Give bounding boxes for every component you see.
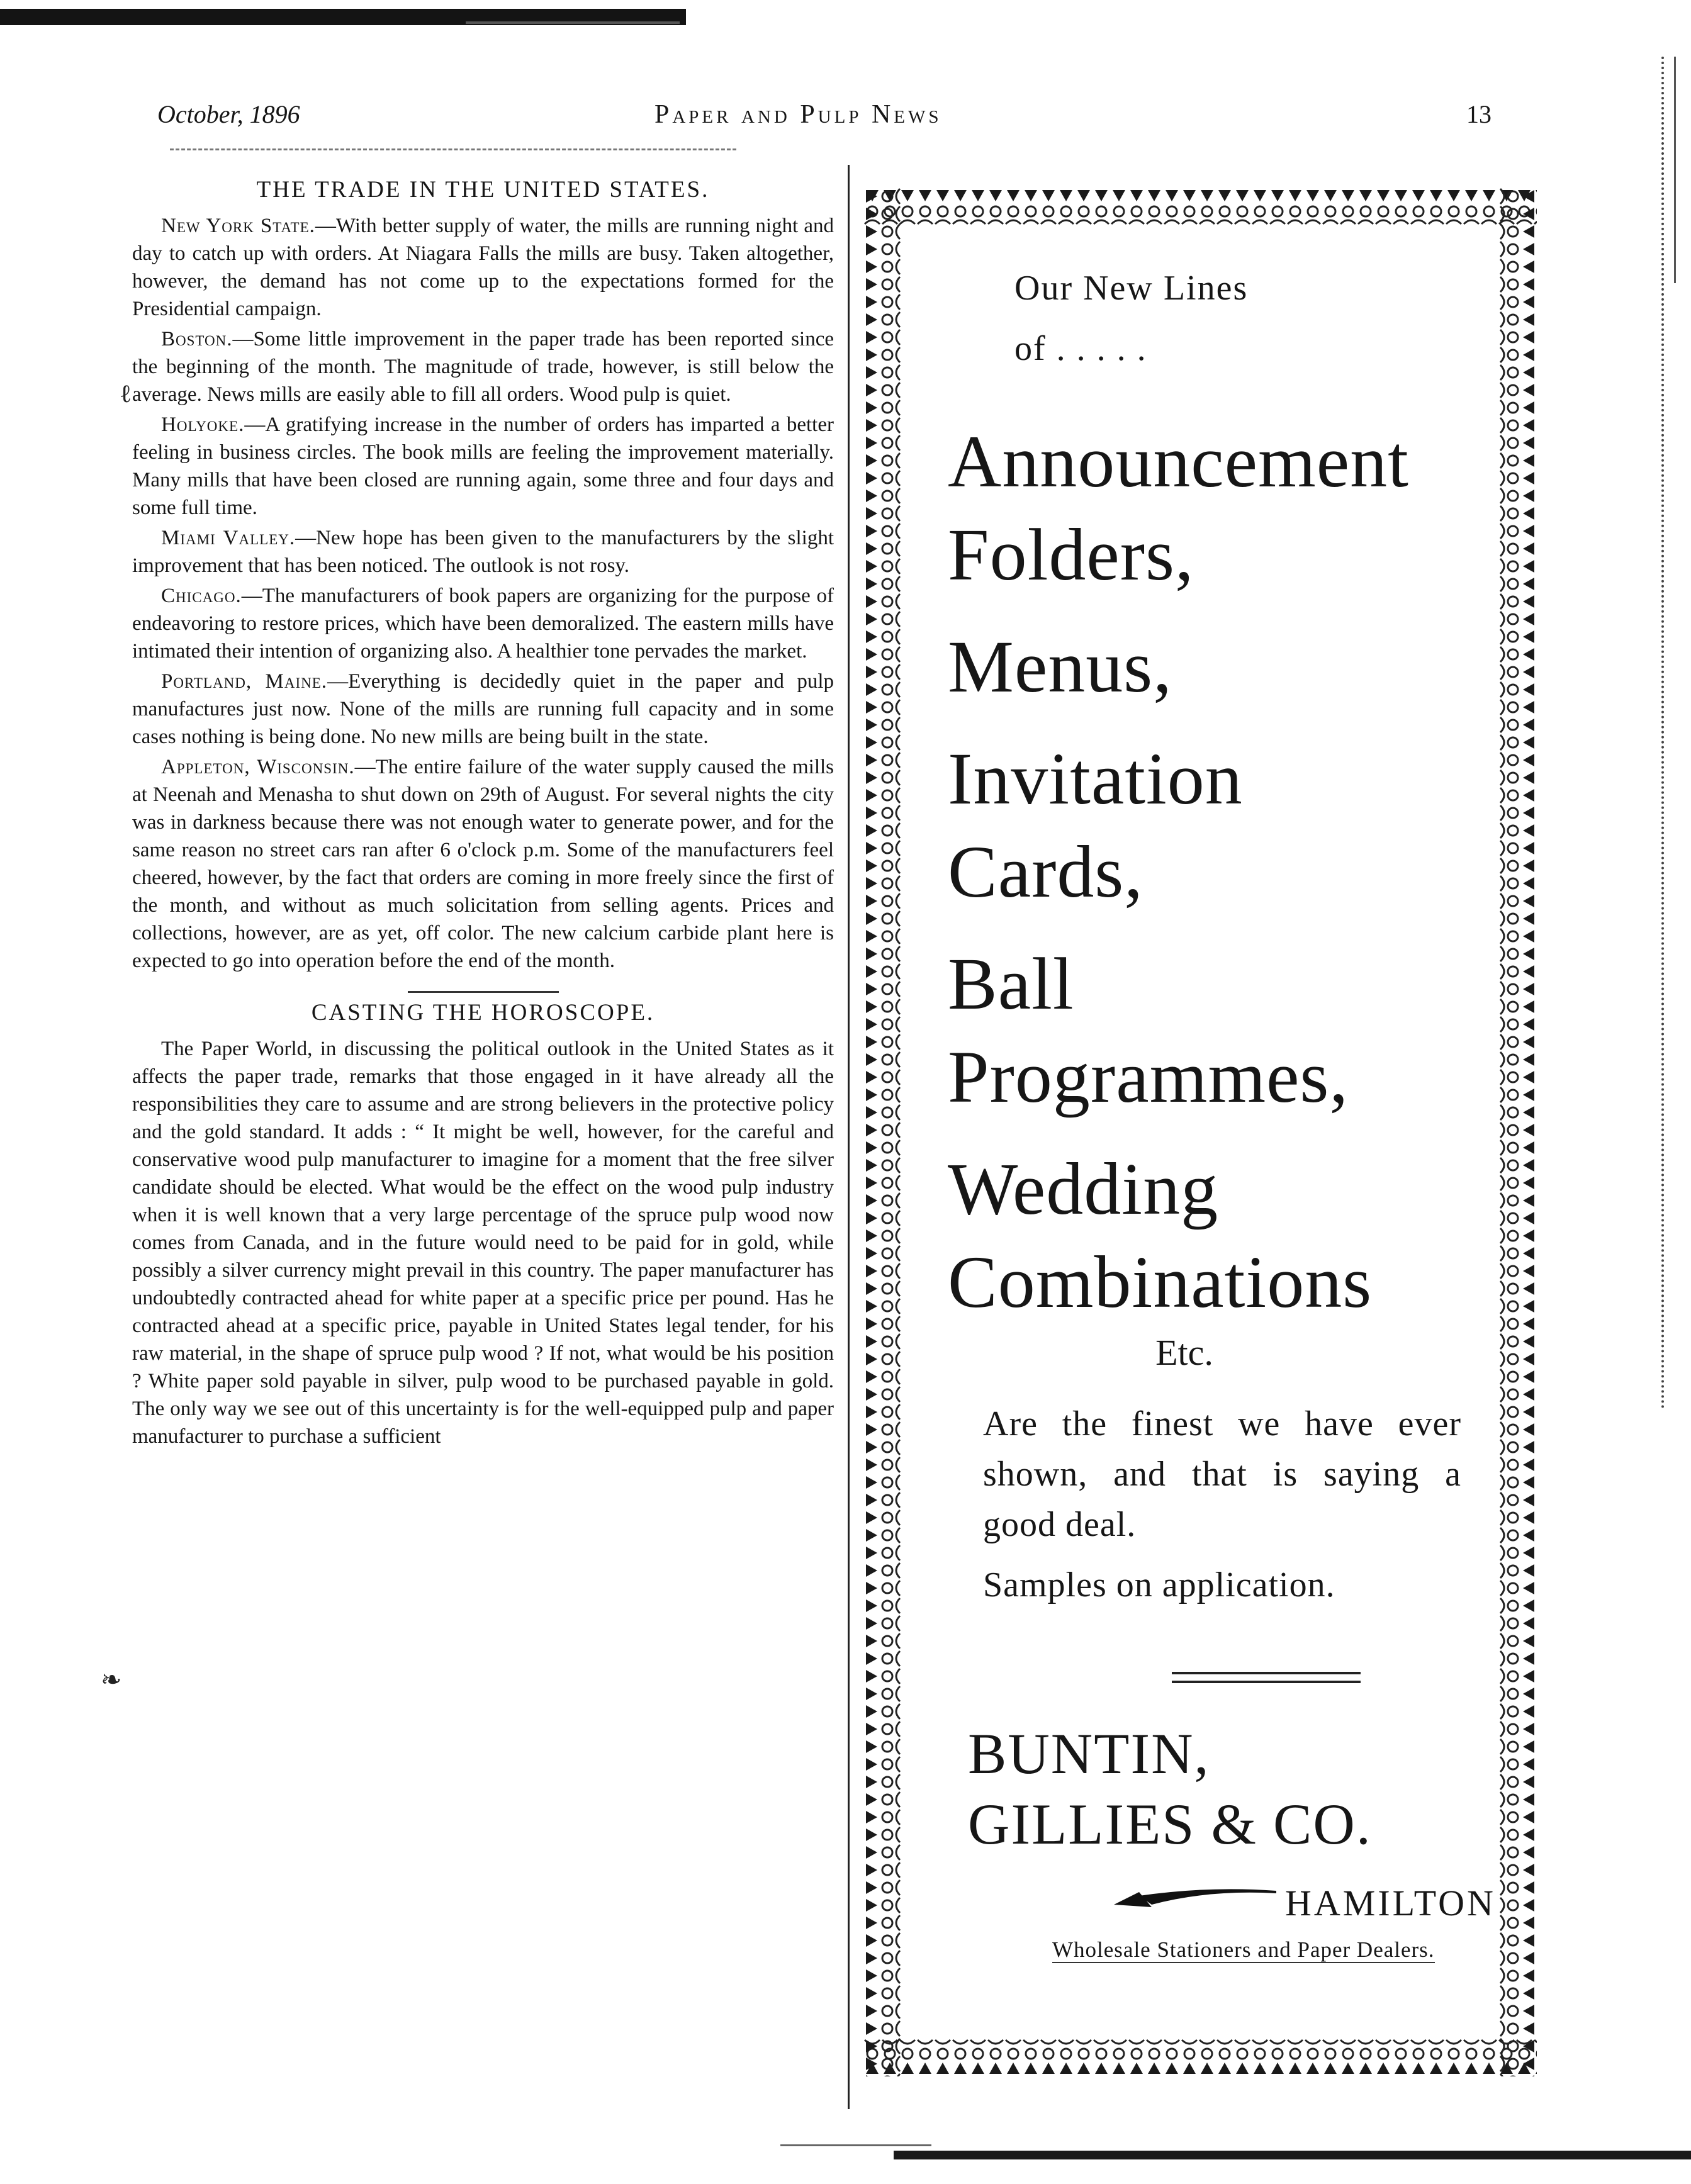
paragraph-text: —New hope has been given to the manufacturers by the slight improvement that has been noticed. The outlook is not rosy.: [132, 527, 834, 577]
city-row: [926, 1877, 1496, 1934]
margin-mark: ❧: [101, 1666, 122, 1694]
ad-etc: Etc.: [1155, 1332, 1213, 1373]
ornament-border-bottom: [863, 2031, 1537, 2076]
ad-product-line: Wedding: [948, 1148, 1219, 1230]
article-paragraph: [132, 582, 834, 665]
issue-date: October, 1896: [157, 100, 300, 128]
ad-intro-line: of . . . . .: [1014, 329, 1147, 368]
paragraph-text: —The manufacturers of book papers are organizing for the purpose of endeavoring to restore prices, which have been demoralized. The eastern mills have intimated their intention of organizing also. A healthier tone pervades the market.: [132, 585, 834, 663]
paragraph-lead: Miami Valley.: [161, 527, 296, 549]
margin-mark: ℓ: [120, 379, 132, 408]
paragraph-lead: Portland, Maine.: [161, 670, 328, 693]
paragraph-text: —Some little improvement in the paper trade has been reported since the beginning of the month. The magnitude of trade, however, is still below the average. News mills are easily able to fill all orders. Wood pulp is quiet.: [132, 328, 834, 406]
paragraph-lead: Chicago.: [161, 585, 242, 607]
firm-name-line: GILLIES & CO.: [968, 1792, 1372, 1856]
paragraph-text: —The entire failure of the water supply caused the mills at Neenah and Menasha to shut down on 29th of August. For several nights the city was in darkness because there was not enough water to generate power, and for the same reason no street cars ran after 6 o'clock p.m. Some of the manufacturers feel cheered, however, by the fact that orders are coming in more freely since the first of the month, and without as much solicitation from selling agents. Prices and collections, however, are as yet, off color. The new calcium carbide plant here is expected to go into operation before the end of the month.: [132, 756, 834, 972]
paragraph-text: —With better supply of water, the mills are running night and day to catch up with orders. At Niagara Falls the mills are busy. Taken altogether, however, the demand has not come up to the expectations formed for the Presidential campaign.: [132, 215, 834, 320]
ad-intro-line: Our New Lines: [1014, 269, 1249, 308]
paragraph-lead: Holyoke.: [161, 413, 245, 436]
article-paragraph: [132, 411, 834, 522]
scan-artifact-edge-solid: [1674, 57, 1676, 283]
scan-artifact-bottom: [894, 2151, 1691, 2159]
left-column: [132, 170, 834, 1453]
paragraph-lead: Appleton, Wisconsin.: [161, 756, 355, 778]
ad-product-line: Ball: [948, 943, 1074, 1025]
pointing-hand-icon: [1114, 1886, 1278, 1924]
paragraph-lead: New York State.: [161, 215, 315, 237]
ad-product-line: Menus,: [948, 625, 1172, 708]
publication-title: Paper and Pulp News: [654, 100, 942, 129]
scan-artifact-top-thin: [466, 21, 680, 24]
paragraph-text: —Everything is decidedly quiet in the paper and pulp manufactures just now. None of the mills are running full capacity and in some cases nothing is being done. No new mills are being built in the state.: [132, 670, 834, 748]
ad-product-line: Cards,: [948, 831, 1143, 913]
ornament-border-top: [863, 188, 1537, 233]
firm-name-line: BUNTIN,: [968, 1722, 1210, 1786]
scan-artifact-bottom-thin: [780, 2144, 931, 2146]
article-paragraph: [132, 212, 834, 323]
article-paragraph: [132, 668, 834, 751]
advertisement-content: [926, 250, 1496, 1963]
scan-artifact-edge: [1661, 57, 1666, 1409]
ad-product-line: Folders,: [948, 513, 1194, 596]
ad-product-line: Programmes,: [948, 1036, 1349, 1118]
article-paragraph: The Paper World, in discussing the political outlook in the United States as it affects the paper trade, remarks that those engaged in it have already all the responsibilities they care to assume and are strong believers in the protective policy and the gold standard. It adds : “ It might be well, however, for the careful and conservative wood pulp manufacturer to imagine for a moment that the free silver candidate should be elected. What would be the effect on the wood pulp industry when it is well known that a very large percentage of the spruce pulp wood now comes from Canada, and in the future would need to be paid for in gold, while possibly a silver currency might prevail in this country. The paper manufacturer has undoubtedly contracted ahead for white paper at a specific price per pound. Has he contracted ahead at a specific price, payable in United States legal tender, for his raw material, in the shape of spruce pulp wood ? If not, what would be his position ? White paper sold payable in silver, pulp wood to be purchased payable in gold. The only way we see out of this uncertainty is for the well-equipped pulp and paper manufacturer to purchase a sufficient: [132, 1038, 834, 1448]
ad-body-text: Are the finest we have ever shown, and that is saying a good deal.: [983, 1404, 1461, 1544]
article-paragraph: [132, 753, 834, 975]
ad-product-line: Announcement: [948, 420, 1409, 503]
ad-product-line: Invitation: [948, 737, 1243, 820]
page-header: [157, 99, 1492, 137]
article-heading: THE TRADE IN THE UNITED STATES.: [256, 177, 710, 203]
ornament-border-right: [1492, 188, 1537, 2076]
firm-tagline-text: Wholesale Stationers and Paper Dealers.: [1052, 1937, 1435, 1962]
paragraph-lead: Boston.: [161, 328, 233, 350]
advertisement: [863, 188, 1537, 2076]
firm-city: HAMILTON: [1285, 1883, 1496, 1924]
ad-samples-text: Samples on application.: [983, 1565, 1335, 1604]
article-paragraph: [132, 524, 834, 580]
column-rule: [848, 165, 850, 2109]
firm-tagline: [1052, 1937, 1493, 1963]
article-paragraph: [132, 325, 834, 408]
page-number: 13: [1466, 100, 1492, 128]
ad-product-line: Combinations: [948, 1241, 1373, 1323]
header-rule: [170, 148, 736, 150]
double-rule: [1172, 1672, 1361, 1683]
article-heading: CASTING THE HOROSCOPE.: [311, 1000, 655, 1026]
paragraph-text: —A gratifying increase in the number of orders has imparted a better feeling in business circles. The book mills are feeling the improvement materially. Many mills that have been closed are running again, some three and four days and some full time.: [132, 413, 834, 519]
section-divider: [408, 991, 559, 993]
ornament-border-left: [863, 188, 909, 2076]
